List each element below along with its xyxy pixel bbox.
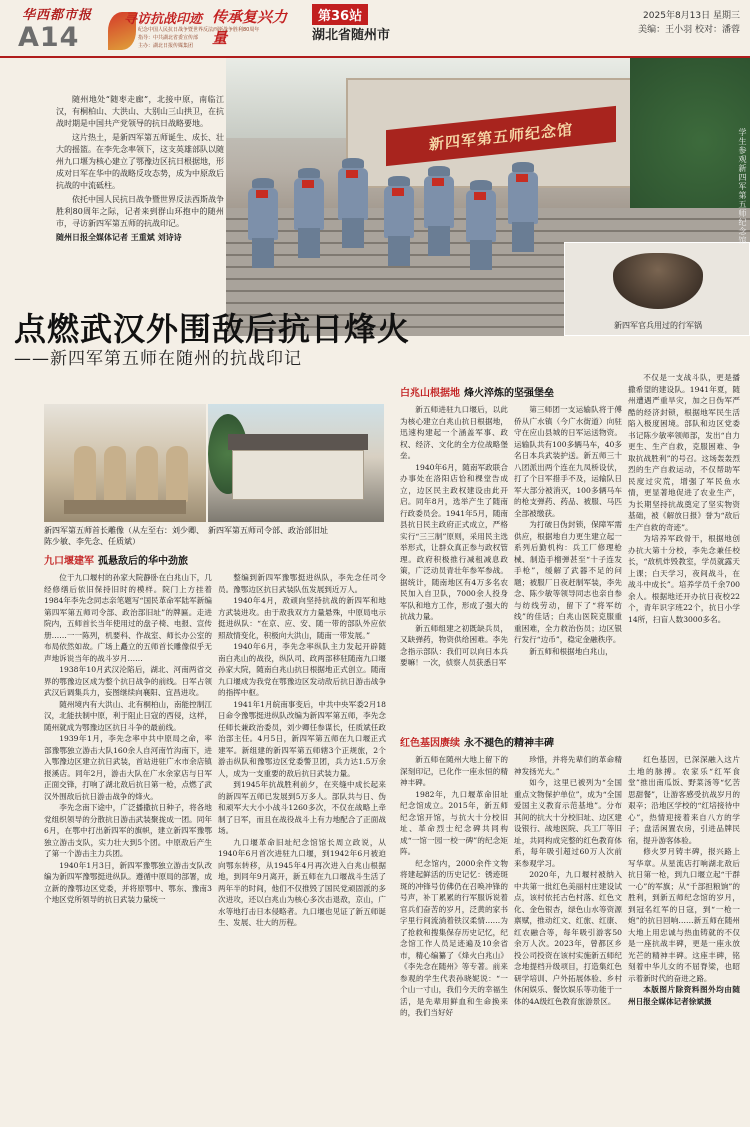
intro-paragraph: 随州地处“随枣走廊”，北接中原，南临江汉，有桐柏山、大洪山、大别山三山拱卫，在抗战时期是中国共产党领导的抗日战略要地。: [56, 95, 224, 128]
paragraph: 新五师组建之初既缺兵员，又缺弹药，物资供给困难。李先念指示部队：我们可以向日本兵要嘛！一次，侦察人员获悉日军: [400, 623, 508, 667]
paragraph: 随州境内有大洪山、北有桐柏山，南能控制江汉，北能扶制中原，利于阻止日寇的西侵，这样，随州就成为鄂豫边区抗日斗争的最前线。: [44, 699, 212, 732]
byline: 随州日报全媒体记者 王重斌 刘诗诗: [56, 233, 182, 242]
section-title-dark: 烽火淬炼的坚强堡垒: [464, 388, 554, 399]
paragraph: 新五师在随州大地上留下的深刻印记，已化作一座永恒的精神丰碑。: [400, 755, 508, 787]
statue-figure: [104, 446, 126, 502]
headquarters-caption: 新四军第五师司令部、政治部旧址: [208, 526, 328, 535]
paragraph: 位于九口堰村的孙家大院静卧在白兆山下，几经修缮后依旧保持旧时的模样。院门上方挂着1984年李先念同志亲笔题写“国民革命军陆军新编第四军第五师司令部、政治部旧址”的牌匾。走进院内，五师首长当年使用过的盘子椅、电报、宣传册……一一陈列，机要科、作战室、师长办公室的布局依然如故。广场上矗立的五师首长雕像似乎无声地诉说当年的战斗岁月……: [44, 573, 212, 663]
statue-photo: [44, 404, 206, 522]
bowl-caption: 新四军官兵用过的行军锅: [614, 321, 702, 330]
paragraph: 1940年6月，李先念率纵队主力发起开辟随南白兆山的战役，纵队司、政两部移驻随南九口堰孙家大院，随南白兆山抗日根据地正式创立。随南九口堰成为我党在鄂豫边区发动敌后抗日游击战争的指挥中枢。: [218, 642, 386, 697]
bowl-inset-photo: [564, 242, 750, 336]
paragraph: 1982年，九口堰革命旧址纪念馆成立。2015年，新五师纪念馆开馆，与抗大十分校旧址、革命烈士纪念碑共同构成“一馆一园一校一碑”的纪念矩阵。: [400, 789, 508, 856]
station-city: 湖北省随州市: [312, 28, 391, 43]
paragraph: 1938年10月武汉沦陷后，湖北、河南两省交界的鄂豫边区成为整个抗日战争的前线。日军占领武汉后调集兵力，妄图继续向襄阳、宜昌进攻。: [44, 665, 212, 697]
paragraph: 红色基因，已深深融入这片土地的脉搏。农家乐“红军食堂”推出南瓜饭、野菜汤等“忆苦思甜餐”，让游客感受抗战岁月的艰辛；沿地区学校的“红培接待中心”，热情迎接着来自八方的学子；盘活闲置农房，引进品牌民宿，提升游客体验。: [628, 755, 740, 845]
section-title-1: [44, 552, 188, 567]
article-column-6: [400, 754, 508, 1124]
section-title-dark: 孤悬敌后的华中劲旅: [98, 556, 188, 567]
paragraph: 1941年1月皖南事变后，中共中央军委2月18日命令豫鄂挺进纵队改编为新四军第五师，李先念任师长兼政治委员，刘少卿任参谋长，任质斌任政治部主任。4月5日，新四军第五师在九口堰正式建军。新组建的新四军第五师辖3个正规旅，2个游击纵队和豫鄂边区党委警卫团，兵力达1.5万余人，成为一支重要的敌后抗日武装力量。: [218, 699, 386, 778]
hero-side-caption: 学生参观新四军第五师纪念馆: [738, 128, 747, 245]
banner-small-2: 指导：中共湖北省委宣传部: [138, 35, 199, 41]
student-figure: [464, 180, 498, 270]
article-column-8: [628, 754, 740, 1124]
paragraph: 1940年4月，敌顽向坚持抗战的新四军和地方武装进攻。由于敌我双方力量悬殊，中原局电示挺进纵队：“在京、应、安、随一带的部队外应依照敌情变化，积极向大洪山，随南一带发展。”: [218, 596, 386, 640]
issue-date: 2025年8月13日 星期三: [643, 11, 740, 21]
paragraph: 第三师团一支运输队将于傅侨从广水镇（今广水街道）向驻守在应山县城的日军运送物资。运输队共有100多辆马车，40多名日本兵武装护送。新五师三十八团派出两个连在九凤桥设伏，打了个日军措手不及，运输队日军大部分被消灭，100多辆马车的枪支弹药、药品、被服、马匹全部被缴获。: [514, 405, 622, 518]
masthead: [0, 0, 750, 58]
paper-name: 华西都市报: [22, 8, 93, 23]
paragraph: 不仅是一支战斗队，更是播撒希望的建设队。1941年夏，随州遭遇严重旱灾，加之日伪军严酷的经济封锁，根据地军民生活陷入极度困境。部队和边区党委书记陈少敏率领师部，发出“自力更生、生产自救，克服困难、争取抗战胜利”的号召。这场轰轰烈烈的生产自救运动，不仅帮助军民度过灾荒，增强了军民鱼水情，更显著地促进了农业生产，为长期坚持抗战奠定了坚实物资基础，被《解放日报》誉为“敌后生产自救的奇迹”。: [628, 373, 740, 532]
hero-photo: [226, 58, 750, 336]
statue-figure: [166, 446, 188, 502]
article-column-4: [514, 404, 622, 718]
student-figure: [506, 162, 540, 252]
subheadline: ——新四军第五师在随州的抗战印记: [14, 349, 302, 369]
museum-sign: 新四军第五师纪念馆: [386, 106, 616, 166]
paragraph: 为打破日伪封锁，保障军需供应，根据地自力更生建立起一系列后勤机构：兵工厂修理枪械、制造手榴弹甚至“十子连发手枪”，缓解了武器不足的问题；被服厂日夜赶制军装，李先念、陈少敏等领导同志也亲自参与纺线劳动，留下了“将军纺线”的佳话；白兆山医院克服重重困难，全力救治伤员；边区银行发行“边币”，稳定金融秩序。: [514, 520, 622, 644]
banner-small-3: 主办：湖北日报传媒集团: [138, 43, 194, 49]
headquarters-photo: [208, 404, 384, 522]
paragraph: 1939年1月，李先念率中共中原局之命，率部豫鄂独立游击大队160余人自河南竹沟南下，进入鄂豫边区建立抗日武装，首站进驻广水市余店镇报溪店。同年2月，游击大队在广水余家店与日军正面交锋，打响了湖北敌后抗日第一枪，点燃了武汉外围敌后抗日游击战争的烽火。: [44, 734, 212, 801]
campaign-banner: [108, 4, 288, 52]
paragraph: 到1945年抗战胜利前夕，在夹缝中成长起来的新四军五师已发展到5万多人。部队共与日、伪和顽军大大小小战斗1260多次，不仅在战略上牵制了日军，而且在战役战斗上有力地配合了正面战场。: [218, 780, 386, 835]
section-title-3: [400, 734, 554, 749]
student-figure: [382, 176, 416, 266]
paragraph: 新五师进驻九口堰后，以此为核心建立白兆山抗日根据地，迅速构建起一个涵盖军事、政权、经济、文化的全方位战略堡垒。: [400, 405, 508, 460]
section-title-red: 白兆山根据地: [400, 388, 460, 399]
paragraph: 整编到新四军豫鄂挺进纵队，李先念任司令员。豫鄂边区抗日武装队伍发展到近万人。: [218, 573, 386, 594]
paragraph: 如今，这里已被列为“全国重点文物保护单位”，成为“全国爱国主义教育示范基地”。分布其间的抗大十分校旧址、边区建设银行、战地医院、兵工厂等旧址，共同构成完整的红色教育体系，每年吸引超过60万人次前来参观学习。: [514, 778, 622, 868]
station-badge: 第36站: [312, 4, 368, 25]
statue-figure: [136, 446, 158, 502]
section-title-dark: 永不褪色的精神丰碑: [464, 738, 554, 749]
section-title-red: 红色基因赓续: [400, 738, 460, 749]
paragraph: 李先念南下途中，广泛播撒抗日种子，将各地党组织领导的分散抗日游击武装聚拢成一团。同年6月，在鄂中打出新四军的旗帜，建立新四军豫鄂独立游击支队，实力壮大到5个团。中原敌后产生了第一个游击主力兵团。: [44, 803, 212, 858]
photo-credit-note: 本版图片除资料图外均由随州日报全媒体记者徐斌摄: [628, 985, 740, 1006]
paragraph: 1940年6月，随南军政联合办事处在洛阳店恰和棵堂告成立，边区民主政权建设由此开启。同年8月，选举产生了随南行政委员会。1941年5月，随南县抗日民主政府正式成立，严格实行“三三制”原则，采用民主选举形式，让群众真正参与政权管理。政府积极推行减租减息政策，广泛动员青壮年参军参战。据统计，随南地区有4万多名农民加入自卫队，7000余人投身军队和地方工作，形成了强大的抗战力量。: [400, 462, 508, 621]
paragraph: 纪念馆内，2000余件文物将建起鲜活的历史记忆：锈迹斑斑的冲锋号仿佛仍在召唤冲锋的号声，补丁累累的行军服诉说着官兵们奋苦的岁月，泛黄的家书字里行间流淌着铁汉柔情……为了抢救和搜集保存历史记忆，纪念馆工作人员足迹遍及10余省市，精心编纂了《烽火白兆山》《李先念在随州》等专著。前来参观的学生代表孙晓妮说：“一个山一寸山，我们今天的幸福生活，是先辈用鲜血和生命换来的，我们当好好: [400, 858, 508, 1017]
statue-figure: [74, 446, 96, 502]
article-column-3: [400, 404, 508, 718]
banner-line-1: 寻访抗战印迹: [124, 12, 203, 27]
paragraph: 为培养军政骨干，根据地创办抗大第十分校，李先念兼任校长，“敌机炸毁教室，学员就露天上课；白天学习，夜间战斗，在战斗中成长”。培养学员千余700余人。根据地还开办抗日夜校22个，青年识字班22个，抗日小学14所，扫盲人数3000多名。: [628, 534, 740, 624]
banner-line-2: 传承复兴力量: [212, 8, 288, 47]
editor-credit: 美编：王小羽 校对：潘蓉: [638, 25, 740, 35]
cooking-pot-image: [613, 253, 703, 309]
paragraph: 1940年1月3日，新四军豫鄂独立游击支队改编为新四军豫鄂挺进纵队。遵循中原局的部署，成立新的豫鄂边区党委，并将原鄂中、鄂东、豫南3个地区党所领导的抗日武装力量统一: [44, 860, 212, 904]
banner-small-1: 纪念中国人民抗日战争暨世界反法西斯战争胜利80周年: [138, 27, 260, 33]
paragraph: 珍惜，并将先辈们的革命精神发扬光大。”: [514, 755, 622, 776]
article-column-5: [628, 372, 740, 718]
article-column-2: [218, 572, 386, 1124]
paragraph: 修火罗月铸丰碑，报兴路上写华章。从星流店打响湖北敌后抗日第一枪，到九口堰立起“干群一心”的军旗；从“千部担粮饷”的胜利，到新五师纪念馆的岁月，到冠名红军的日寇，到“一枪一炮”的抗日回响……新五师在随州大地上用忠诚与热血铸就的不仅是一座抗战丰碑，更是一座永放光芒的精神丰碑。这座丰碑，铭刻着中华儿女的不屈脊梁，也昭示着新时代的奋进之路。: [628, 847, 740, 983]
intro-paragraph: 依托中国人民抗日战争暨世界反法西斯战争胜利80周年之际，记者来到群山环抱中的随州市，寻访新四军第五师的抗战印记。: [56, 195, 224, 228]
article-column-7: [514, 754, 622, 1124]
statue-caption: 新四军第五师首长雕像（从左至右：刘少卿、陈少敏、李先念、任质斌）: [44, 526, 204, 546]
intro-text: [56, 94, 224, 246]
paragraph: 2020年，九口堰村被纳入中共第一批红色美丽村庄建设试点，该村依托古色村落、红色文化、金色银杏，绿色山水等资源禀赋，推动红文、红旅、红康、红农融合等，每年吸引游客50余万人次。2023年，曾都区乡投公司投资在该村实施新五师纪念地提档升级项目，打造集红色研学培训、户外拓展体验、乡村休闲娱乐、餐饮娱乐等功能于一体的4A级红色教育旅游景区。: [514, 870, 622, 1006]
section-title-red: 九口堰建军: [44, 556, 94, 567]
headline: 点燃武汉外围敌后抗日烽火: [14, 310, 411, 348]
student-figure: [246, 178, 280, 268]
paragraph: 新五师和根据地白兆山，: [529, 646, 613, 656]
paragraph: 九口堰革命旧址纪念馆馆长周立政说，从1940年6月首次进驻九口堰，到1942年6月被迫向鄂东转移，从1945年4月再次进入白兆山根据地，到同年9月离开，新五师在九口堰战斗生活了两年半的时间，他们不仅推毁了国民党顽固派的多次进攻，还以白兆山为核心多次击退敌，京山，广水等地打击日本侵略者。九口堰也见证了新五师诞生、发展、壮大的历程。: [218, 837, 386, 927]
intro-paragraph: 这片热土，是新四军第五师诞生、成长、壮大的摇篮。在李先念率领下，这支英雄部队以随州九口堰为核心建立了鄂豫边区抗日根据地，形成对日军在华中的战略反攻态势，成为中原敌后抗战的中流砥柱。: [56, 133, 224, 190]
section-title-2: [400, 384, 554, 399]
student-figure: [292, 168, 326, 258]
article-column-1: [44, 572, 212, 1124]
page-number: A14: [18, 22, 80, 53]
student-figure: [422, 166, 456, 256]
student-figure: [336, 158, 370, 248]
